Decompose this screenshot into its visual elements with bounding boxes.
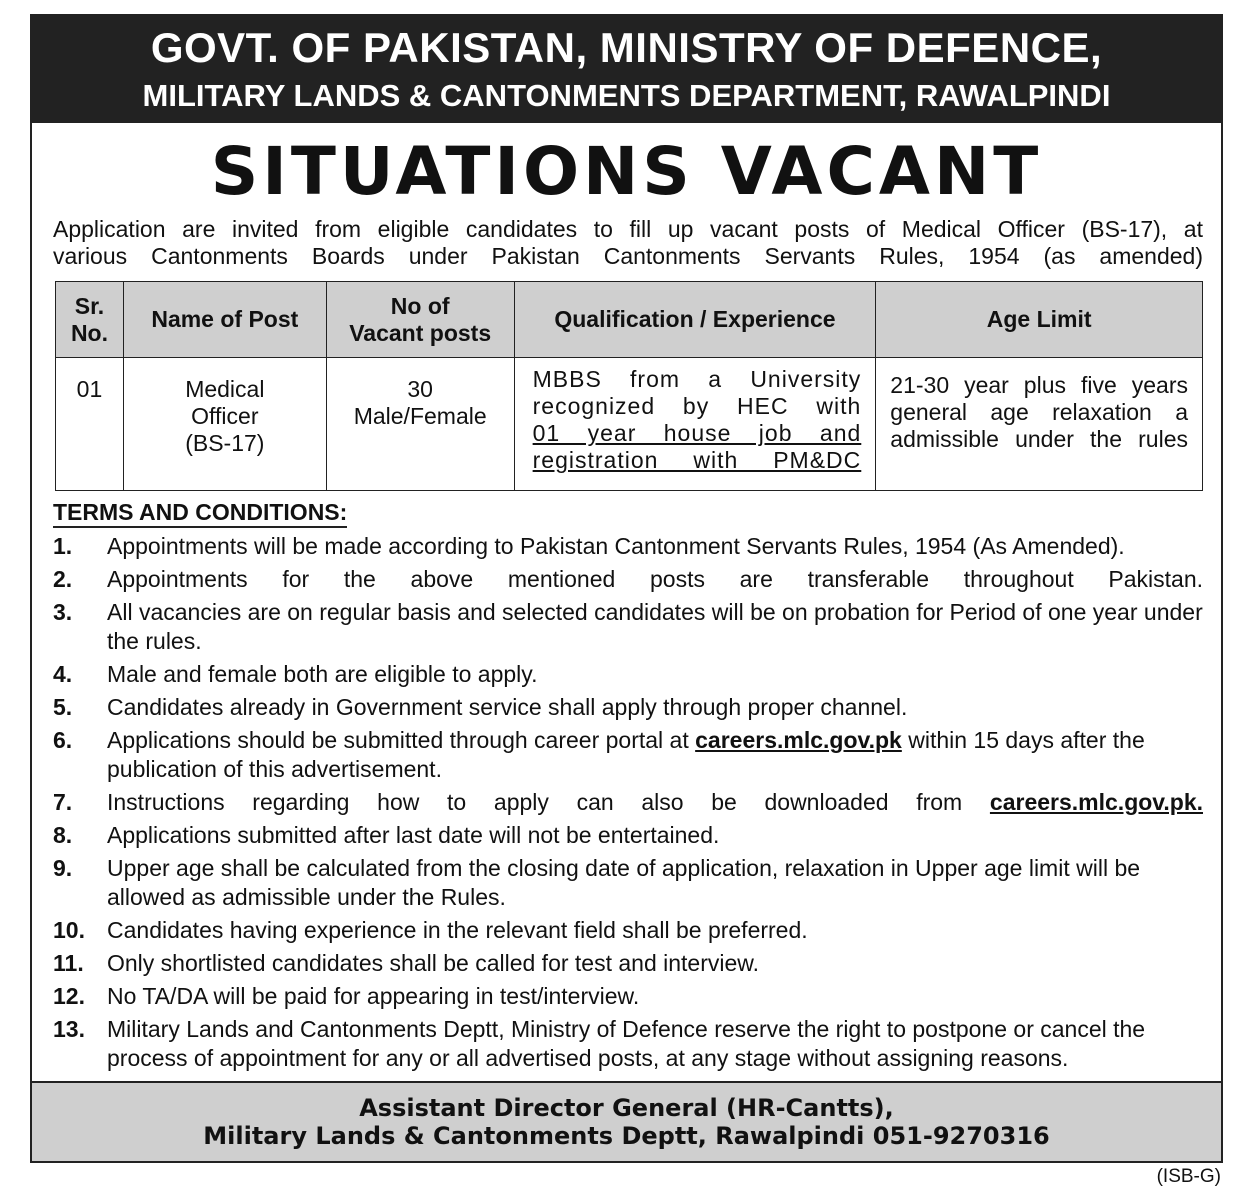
cell-age-limit	[876, 358, 1203, 491]
list-item	[53, 660, 1203, 689]
list-item	[53, 726, 1203, 784]
cell-post-line-1: Medical	[185, 376, 265, 402]
footer-line-1: Assistant Director General (HR-Cantts),	[359, 1094, 894, 1122]
term-number: 11.	[53, 950, 84, 976]
term-number: 2.	[53, 566, 73, 592]
term-number: 13.	[53, 1016, 85, 1042]
cell-age-line-1: 21-30 year plus five years	[890, 372, 1188, 398]
term-text: Upper age shall be calculated from the closing date of application, relaxation in Upper age limit will be allowed as admissible under the Rules.	[107, 855, 1141, 910]
term-text: Military Lands and Cantonments Deptt, Ministry of Defence reserve the right to postpone or cancel the process of appointment for any or all advertised posts, at any stage without assigning reasons.	[107, 1016, 1146, 1071]
terms-heading: TERMS AND CONDITIONS:	[53, 498, 347, 528]
advertisement-frame	[30, 14, 1223, 1163]
term-number: 3.	[53, 599, 73, 625]
col-header-sr-line-2: No.	[70, 319, 108, 346]
col-header-vacant	[326, 282, 514, 358]
term-number: 1.	[53, 533, 73, 559]
cell-qual-line-4: registration with PM&DC	[532, 447, 862, 473]
term-text: Only shortlisted candidates shall be called for test and interview.	[107, 950, 760, 976]
careers-portal-link[interactable]: careers.mlc.gov.pk	[695, 727, 902, 753]
vacancy-table	[55, 281, 1203, 491]
list-item	[53, 788, 1203, 817]
term-number: 12.	[53, 983, 85, 1009]
cell-qualification	[514, 358, 876, 491]
list-item	[53, 916, 1203, 945]
cell-qual-line-1: MBBS from a University	[532, 366, 862, 392]
term-text: Candidates having experience in the relevant field shall be preferred.	[107, 917, 808, 943]
cell-post-line-3: (BS-17)	[185, 430, 265, 456]
list-item	[53, 821, 1203, 850]
term-text	[107, 788, 1203, 817]
term-text: Applications submitted after last date will not be entertained.	[107, 822, 720, 848]
col-header-vacant-line-1: No of	[390, 292, 450, 319]
cell-post	[123, 358, 326, 491]
table-header-row	[56, 282, 1203, 358]
cell-qual-line-3: 01 year house job and	[532, 420, 862, 446]
term-text: No TA/DA will be paid for appearing in test/interview.	[107, 983, 640, 1009]
cell-age-line-2: general age relaxation a	[890, 399, 1188, 425]
col-header-vacant-line-2: Vacant posts	[349, 319, 492, 346]
cell-vacant-line-1: 30	[407, 376, 433, 402]
list-item	[53, 949, 1203, 978]
col-header-sr	[56, 282, 124, 358]
terms-list	[53, 532, 1203, 1077]
term-text-part: Applications should be submitted through career portal at	[107, 727, 696, 753]
cell-qual-line-2: recognized by HEC with	[532, 393, 862, 419]
footer-contact	[32, 1081, 1221, 1161]
term-number: 7.	[53, 789, 73, 815]
page-title: SITUATIONS VACANT	[210, 133, 1043, 210]
header-line-2: MILITARY LANDS & CANTONMENTS DEPARTMENT, RAWALPINDI	[142, 78, 1111, 113]
careers-download-link[interactable]: careers.mlc.gov.pk.	[989, 789, 1203, 815]
cell-post-line-2: Officer	[191, 403, 259, 429]
term-text: Appointments for the above mentioned posts are transferable throughout Pakistan.	[107, 566, 1203, 592]
header-line-1: GOVT. OF PAKISTAN, MINISTRY OF DEFENCE,	[150, 24, 1103, 71]
list-item	[53, 982, 1203, 1011]
intro-paragraph	[53, 216, 1203, 270]
term-text: Male and female both are eligible to apply.	[107, 661, 538, 687]
col-header-post: Name of Post	[123, 282, 326, 358]
list-item	[53, 1015, 1203, 1073]
col-header-age: Age Limit	[876, 282, 1203, 358]
term-text: All vacancies are on regular basis and selected candidates will be on probation for Period of one year under the rules.	[107, 599, 1203, 654]
col-header-sr-line-1: Sr.	[74, 292, 105, 319]
term-text-part: Instructions regarding how to apply can also be downloaded from	[107, 789, 990, 815]
cell-age-line-3: admissible under the rules	[890, 426, 1188, 452]
term-number: 10.	[53, 917, 85, 943]
footer-line-2: Military Lands & Cantonments Deptt, Rawalpindi 051-9270316	[203, 1122, 1050, 1150]
header-banner	[32, 16, 1221, 123]
table-row	[56, 358, 1203, 491]
intro-line-2: various Cantonments Boards under Pakistan Cantonments Servants Rules, 1954 (as amended)	[53, 243, 1203, 269]
term-number: 9.	[53, 855, 73, 881]
term-number: 4.	[53, 661, 73, 687]
list-item	[53, 854, 1203, 912]
cell-vacant-line-2: Male/Female	[353, 403, 487, 429]
term-number: 8.	[53, 822, 73, 848]
list-item	[53, 693, 1203, 722]
term-text: Appointments will be made according to Pakistan Cantonment Servants Rules, 1954 (As Amended).	[107, 533, 1125, 559]
term-number: 5.	[53, 694, 73, 720]
publication-tag: (ISB-G)	[1156, 1166, 1221, 1187]
term-number: 6.	[53, 727, 73, 753]
term-text: Candidates already in Government service shall apply through proper channel.	[107, 694, 908, 720]
list-item	[53, 532, 1203, 561]
list-item	[53, 598, 1203, 656]
cell-sr: 01	[56, 358, 124, 491]
list-item	[53, 565, 1203, 594]
term-text	[107, 726, 1203, 784]
term-text-part: within 15 days after the publication of this advertisement.	[107, 727, 1145, 782]
col-header-qualification: Qualification / Experience	[514, 282, 876, 358]
intro-line-1: Application are invited from eligible candidates to fill up vacant posts of Medical Officer (BS-17), at	[53, 216, 1203, 242]
cell-vacant	[326, 358, 514, 491]
